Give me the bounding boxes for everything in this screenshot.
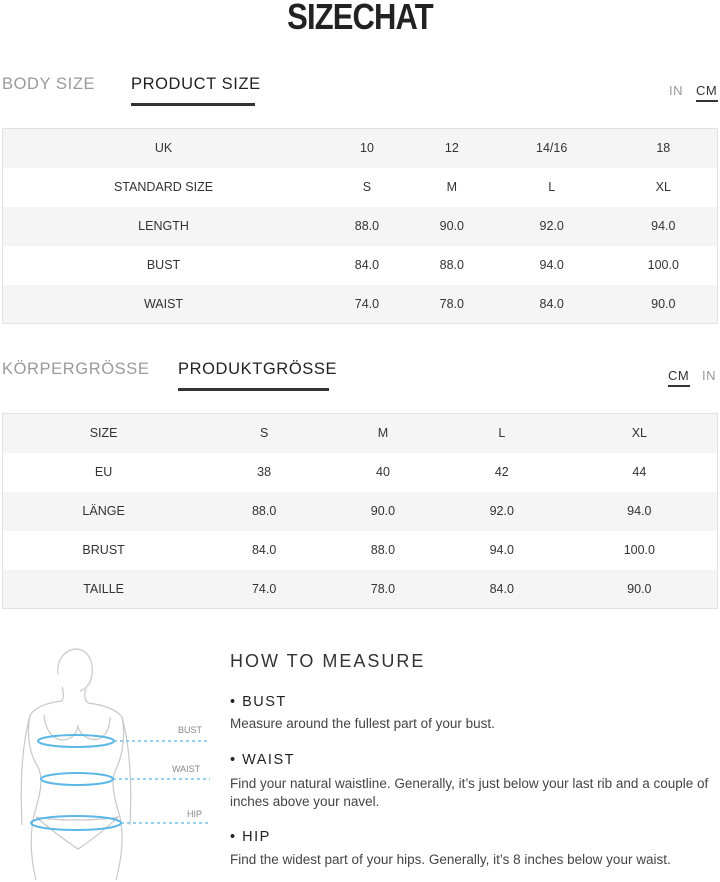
size-value-cell: 94.0 <box>494 246 610 285</box>
row-label-cell: BRUST <box>3 531 205 570</box>
product-size-table <box>2 128 718 324</box>
unit-cm-toggle[interactable]: CM <box>696 83 718 98</box>
size-value-cell: 94.0 <box>562 492 718 531</box>
size-value-cell: 10 <box>324 129 410 168</box>
waist-label: WAIST <box>172 764 201 774</box>
active-unit-indicator <box>668 385 690 387</box>
underwear-outline <box>36 817 118 849</box>
table-row <box>3 492 718 531</box>
row-label-cell: LÄNGE <box>3 492 205 531</box>
size-tabs-en <box>0 75 720 115</box>
size-value-cell: 90.0 <box>610 285 718 324</box>
size-value-cell: 14/16 <box>494 129 610 168</box>
size-value-cell: 38 <box>204 453 324 492</box>
table-row <box>3 168 718 207</box>
size-value-cell: 94.0 <box>610 207 718 246</box>
size-value-cell: 84.0 <box>442 570 562 609</box>
size-value-cell: S <box>324 168 410 207</box>
shoulder-outline <box>30 701 122 717</box>
hip-label: HIP <box>187 809 203 819</box>
bust-heading: • BUST <box>230 694 287 710</box>
row-label-cell: STANDARD SIZE <box>3 168 325 207</box>
row-label-cell: LENGTH <box>3 207 325 246</box>
hip-description: Find the widest part of your hips. Generally, it’s 8 inches below your waist. <box>230 852 671 867</box>
size-value-cell: M <box>410 168 494 207</box>
unit-in-toggle[interactable]: IN <box>702 368 716 383</box>
table-row <box>3 414 718 453</box>
size-value-cell: 90.0 <box>324 492 442 531</box>
row-label-cell: BUST <box>3 246 325 285</box>
size-value-cell: 84.0 <box>494 285 610 324</box>
size-value-cell: 40 <box>324 453 442 492</box>
size-value-cell: M <box>324 414 442 453</box>
unit-in-toggle[interactable]: IN <box>669 83 683 98</box>
size-value-cell: 90.0 <box>562 570 718 609</box>
row-label-cell: WAIST <box>3 285 325 324</box>
tab-product-size[interactable]: PRODUCT SIZE <box>131 75 261 93</box>
tab-body-size[interactable]: BODY SIZE <box>2 75 96 93</box>
waist-heading: • WAIST <box>230 752 295 768</box>
size-value-cell: L <box>494 168 610 207</box>
size-value-cell: 88.0 <box>324 207 410 246</box>
size-value-cell: 88.0 <box>324 531 442 570</box>
size-value-cell: 78.0 <box>324 570 442 609</box>
size-value-cell: 74.0 <box>204 570 324 609</box>
table-row <box>3 246 718 285</box>
table-row <box>3 453 718 492</box>
bust-label: BUST <box>178 725 203 735</box>
active-unit-indicator <box>696 100 718 102</box>
size-value-cell: 92.0 <box>442 492 562 531</box>
row-label-cell: UK <box>3 129 325 168</box>
how-to-measure-title: HOW TO MEASURE <box>230 651 426 671</box>
active-tab-indicator <box>178 388 329 391</box>
size-value-cell: 74.0 <box>324 285 410 324</box>
bust-description: Measure around the fullest part of your bust. <box>230 716 495 731</box>
hip-heading: • HIP <box>230 829 271 845</box>
size-value-cell: 90.0 <box>410 207 494 246</box>
tab-produktgroesse[interactable]: PRODUKTGRÖSSE <box>178 360 338 378</box>
table-row <box>3 570 718 609</box>
size-value-cell: L <box>442 414 562 453</box>
size-value-cell: 18 <box>610 129 718 168</box>
waist-measure-band <box>41 773 113 785</box>
size-tabs-de <box>0 360 720 400</box>
size-value-cell: 78.0 <box>410 285 494 324</box>
head-outline <box>58 649 93 691</box>
produkt-size-table <box>2 413 718 609</box>
size-value-cell: 88.0 <box>204 492 324 531</box>
table-row <box>3 129 718 168</box>
size-value-cell: 94.0 <box>442 531 562 570</box>
tab-koerpergroesse[interactable]: KÖRPERGRÖSSE <box>2 360 150 378</box>
unit-cm-toggle[interactable]: CM <box>668 368 690 383</box>
page-title: SIZECHAT <box>287 0 433 37</box>
row-label-cell: EU <box>3 453 205 492</box>
size-value-cell: XL <box>562 414 718 453</box>
size-value-cell: 12 <box>410 129 494 168</box>
active-tab-indicator <box>131 103 255 106</box>
size-value-cell: 88.0 <box>410 246 494 285</box>
hip-measure-band <box>31 816 121 830</box>
size-value-cell: 84.0 <box>204 531 324 570</box>
row-label-cell: TAILLE <box>3 570 205 609</box>
bust-measure-band <box>38 735 114 747</box>
table-row <box>3 207 718 246</box>
size-value-cell: 100.0 <box>610 246 718 285</box>
size-value-cell: S <box>204 414 324 453</box>
size-value-cell: 42 <box>442 453 562 492</box>
table-row <box>3 531 718 570</box>
body-measure-illustration <box>16 645 212 882</box>
table-row <box>3 285 718 324</box>
size-value-cell: 84.0 <box>324 246 410 285</box>
size-value-cell: 100.0 <box>562 531 718 570</box>
size-value-cell: 92.0 <box>494 207 610 246</box>
waist-description: Find your natural waistline. Generally, it’s just below your last rib and a couple of inches above your navel. <box>230 776 709 809</box>
size-value-cell: XL <box>610 168 718 207</box>
row-label-cell: SIZE <box>3 414 205 453</box>
size-value-cell: 44 <box>562 453 718 492</box>
